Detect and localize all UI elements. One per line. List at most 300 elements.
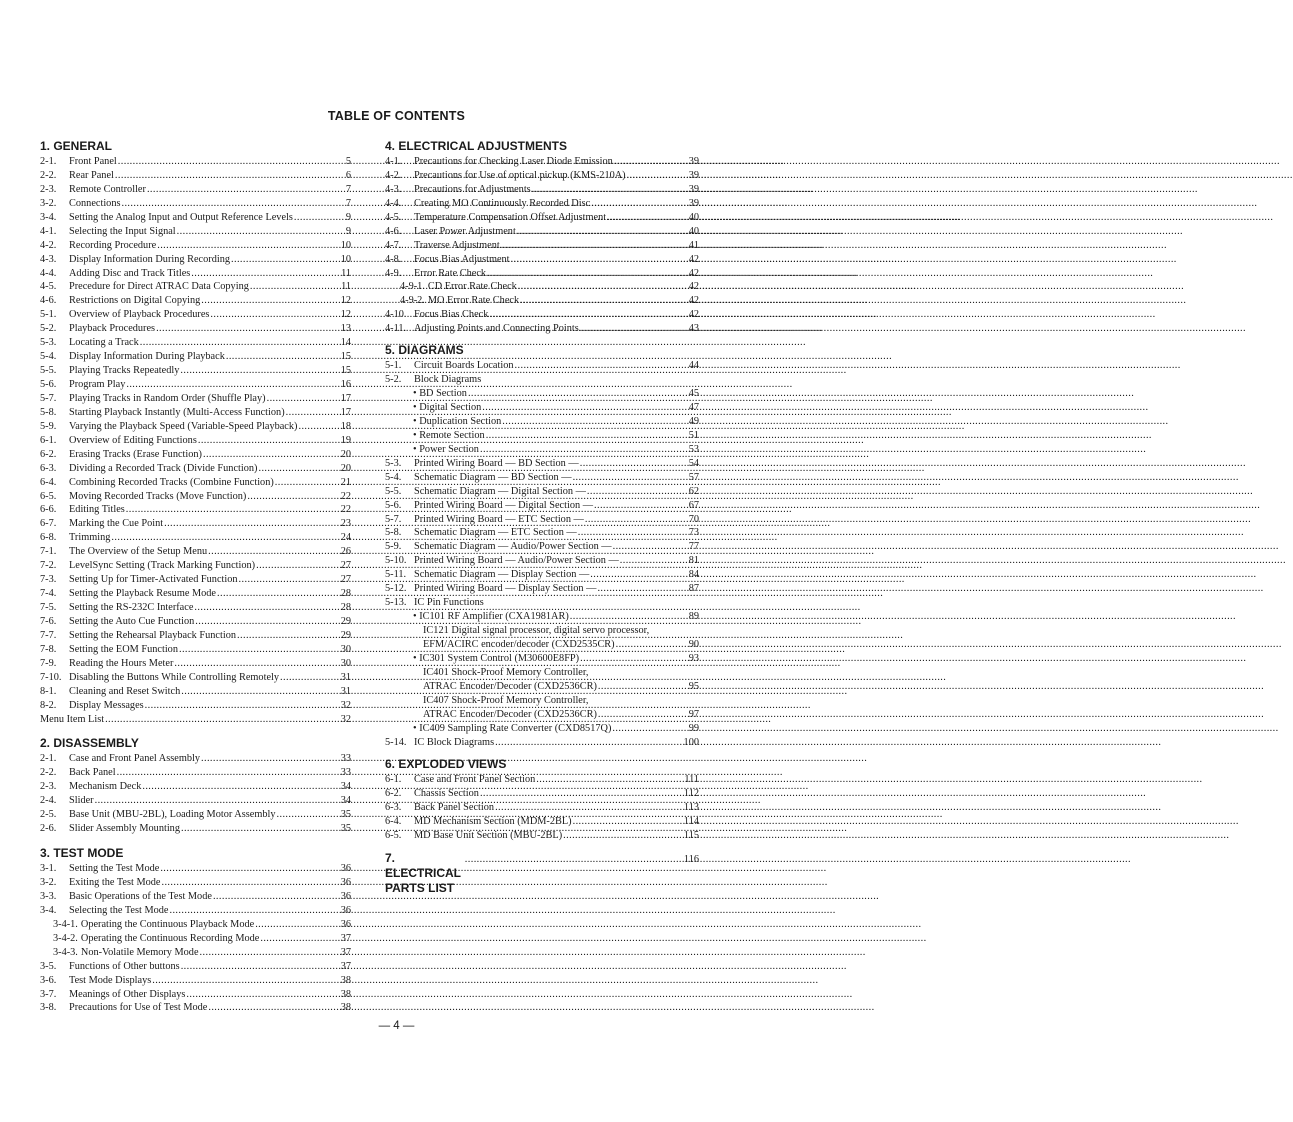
toc-entry[interactable] bbox=[40, 169, 351, 183]
toc-entry[interactable] bbox=[40, 225, 351, 239]
leader-dots bbox=[627, 169, 687, 183]
entry-number: 6-1. bbox=[40, 434, 57, 446]
toc-entry[interactable] bbox=[385, 680, 699, 694]
toc-entry[interactable] bbox=[40, 946, 351, 960]
toc-entry[interactable] bbox=[385, 526, 699, 540]
toc-entry[interactable] bbox=[385, 169, 699, 183]
toc-entry[interactable] bbox=[40, 862, 351, 876]
entry-number: 3-2. bbox=[40, 877, 57, 888]
entry-title: Back Panel Section bbox=[414, 802, 495, 814]
entry-number: 2-1. bbox=[40, 753, 57, 765]
entry-title: Erasing Tracks (Erase Function) bbox=[69, 448, 202, 460]
entry-number: 7-9. bbox=[40, 657, 57, 669]
entry-title: • Remote Section bbox=[413, 429, 485, 443]
toc-entry[interactable] bbox=[385, 582, 699, 596]
entry-title: Selecting the Test Mode bbox=[69, 904, 169, 916]
entry-page: 7 bbox=[345, 183, 351, 195]
toc-section bbox=[40, 846, 351, 1015]
toc-entry[interactable] bbox=[385, 540, 699, 554]
entry-title: Operating the Continuous Recording Mode bbox=[80, 932, 260, 944]
toc-entry[interactable] bbox=[40, 183, 351, 197]
entry-title: Printed Wiring Board — ETC Section — bbox=[414, 513, 584, 525]
section-heading-page: 116 bbox=[683, 854, 699, 866]
entry-page: 14 bbox=[340, 337, 351, 349]
entry-page: 42 bbox=[688, 309, 699, 321]
toc-entry[interactable] bbox=[40, 876, 351, 890]
entry-title: Precautions for Adjustments bbox=[414, 183, 531, 195]
entry-title: Display Information During Recording bbox=[69, 253, 230, 265]
leader-dots bbox=[164, 517, 339, 531]
toc-entry[interactable] bbox=[40, 378, 351, 392]
leader-dots bbox=[203, 448, 339, 462]
leader-dots bbox=[585, 513, 687, 527]
entry-title: Circuit Boards Location bbox=[414, 360, 514, 372]
entry-page: 62 bbox=[688, 485, 699, 497]
leader-dots bbox=[186, 988, 338, 1002]
toc-entry[interactable] bbox=[385, 568, 699, 582]
entry-page: 26 bbox=[340, 546, 351, 558]
section-heading[interactable]: 2. DISASSEMBLY bbox=[40, 736, 139, 751]
entry-number: 6-3. bbox=[385, 802, 402, 814]
leader-dots bbox=[607, 211, 687, 225]
entry-page: 16 bbox=[340, 379, 351, 390]
entry-number: 4-2. bbox=[385, 169, 402, 181]
entry-number: 5-1. bbox=[385, 360, 402, 372]
toc-entry[interactable] bbox=[40, 629, 351, 643]
leader-dots bbox=[260, 932, 338, 946]
entry-number: 6-4. bbox=[385, 816, 402, 828]
leader-dots bbox=[590, 568, 686, 582]
leader-dots bbox=[480, 443, 687, 457]
entry-page: 42 bbox=[688, 267, 699, 279]
leader-dots bbox=[208, 545, 339, 559]
entry-number: 5-2. bbox=[40, 323, 57, 335]
entry-page: 77 bbox=[688, 541, 699, 553]
section-heading[interactable]: 5. DIAGRAMS bbox=[385, 343, 464, 358]
toc-entry[interactable] bbox=[385, 211, 699, 225]
toc-entry[interactable] bbox=[40, 780, 351, 794]
entry-number: 5-13. bbox=[385, 597, 407, 609]
section-heading[interactable]: 4. ELECTRICAL ADJUSTMENTS bbox=[385, 139, 568, 153]
toc-entry[interactable] bbox=[40, 988, 351, 1002]
toc-entry[interactable] bbox=[40, 350, 351, 364]
entry-number: 2-5. bbox=[40, 809, 57, 821]
toc-entry[interactable] bbox=[385, 322, 699, 336]
toc-entry[interactable] bbox=[40, 904, 351, 918]
entry-number: 5-3. bbox=[40, 337, 57, 349]
entry-title: • Digital Section bbox=[413, 401, 481, 415]
leader-dots bbox=[226, 350, 339, 364]
toc-entry[interactable] bbox=[40, 531, 351, 545]
toc-entry[interactable] bbox=[40, 559, 351, 573]
entry-title: Error Rate Check bbox=[414, 267, 487, 279]
entry-number: 2-2. bbox=[40, 169, 57, 181]
toc-entry[interactable] bbox=[385, 387, 699, 401]
entry-number: 3-4-2. bbox=[53, 932, 78, 944]
toc-entry[interactable] bbox=[385, 280, 699, 294]
toc-section bbox=[385, 343, 699, 749]
leader-dots bbox=[482, 401, 686, 415]
toc-entry[interactable] bbox=[385, 736, 699, 750]
toc-entry[interactable] bbox=[385, 415, 699, 429]
toc-entry[interactable] bbox=[40, 434, 351, 448]
entry-number: 3-5. bbox=[40, 960, 57, 972]
leader-dots bbox=[580, 457, 687, 471]
toc-entry[interactable] bbox=[40, 699, 351, 713]
toc-entry[interactable] bbox=[40, 657, 351, 671]
toc-entry[interactable] bbox=[40, 643, 351, 657]
toc-entry[interactable] bbox=[40, 155, 351, 169]
toc-entry[interactable] bbox=[40, 545, 351, 559]
entry-page: 36 bbox=[340, 918, 351, 930]
leader-dots bbox=[142, 780, 338, 794]
entry-page: 34 bbox=[340, 781, 351, 793]
toc-entry[interactable] bbox=[385, 652, 699, 666]
toc-entry[interactable] bbox=[40, 671, 351, 685]
entry-title: Connections bbox=[69, 197, 121, 209]
leader-dots bbox=[217, 587, 339, 601]
toc-entry[interactable] bbox=[40, 267, 351, 281]
toc-entry[interactable] bbox=[385, 443, 699, 457]
toc-entry[interactable] bbox=[40, 794, 351, 808]
toc-entry[interactable] bbox=[385, 183, 699, 197]
entry-title: Dividing a Recorded Track (Divide Function) bbox=[69, 462, 258, 474]
toc-entry[interactable] bbox=[385, 239, 699, 253]
leader-dots bbox=[147, 183, 344, 197]
entry-number: 4-6. bbox=[40, 295, 57, 307]
toc-entry[interactable] bbox=[40, 490, 351, 504]
toc-right-column bbox=[385, 139, 699, 896]
entry-title: • IC409 Sampling Rate Converter (CXD8517Q) bbox=[413, 722, 611, 736]
leader-dots bbox=[298, 420, 338, 434]
entry-page: 36 bbox=[340, 863, 351, 875]
toc-entry[interactable] bbox=[385, 513, 699, 527]
entry-page: 20 bbox=[340, 448, 351, 460]
toc-entry[interactable] bbox=[40, 308, 351, 322]
toc-entry[interactable] bbox=[385, 267, 699, 281]
toc-section bbox=[385, 757, 699, 843]
leader-dots bbox=[501, 239, 687, 253]
section-heading[interactable]: 3. TEST MODE bbox=[40, 846, 124, 861]
entry-title: MD Mechanism Section (MDM-2BL) bbox=[414, 816, 572, 828]
entry-number: 4-5. bbox=[40, 281, 57, 293]
entry-page: 89 bbox=[688, 611, 699, 623]
toc-entry[interactable] bbox=[385, 429, 699, 443]
leader-dots bbox=[511, 253, 687, 267]
entry-page: 11 bbox=[341, 281, 351, 293]
leader-dots bbox=[495, 801, 682, 815]
entry-page: 42 bbox=[688, 295, 699, 307]
entry-title: Functions of Other buttons bbox=[69, 960, 180, 972]
entry-title: Remote Controller bbox=[69, 183, 146, 195]
entry-title: Setting the Rehearsal Playback Function bbox=[69, 629, 237, 641]
entry-page: 67 bbox=[688, 499, 699, 511]
section-heading[interactable]: 6. EXPLODED VIEWS bbox=[385, 757, 507, 772]
toc-entry[interactable] bbox=[40, 974, 351, 988]
entry-number: 5-12. bbox=[385, 583, 407, 595]
leader-dots bbox=[580, 652, 687, 666]
entry-title: Overview of Playback Procedures bbox=[69, 309, 210, 321]
leader-dots bbox=[518, 280, 687, 294]
leader-dots bbox=[563, 829, 682, 843]
toc-entry[interactable] bbox=[40, 197, 351, 211]
entry-page: 5 bbox=[345, 156, 351, 167]
entry-title: IC401 Shock-Proof Memory Controller, bbox=[423, 666, 589, 678]
toc-entry[interactable] bbox=[40, 294, 351, 308]
toc-entry[interactable] bbox=[385, 708, 699, 722]
entry-page: 90 bbox=[688, 638, 699, 650]
toc-entry[interactable] bbox=[385, 253, 699, 267]
toc-section bbox=[40, 736, 351, 836]
entry-title: Focus Bias Check bbox=[414, 309, 489, 321]
entry-page: 84 bbox=[688, 569, 699, 581]
toc-entry[interactable] bbox=[385, 499, 699, 513]
entry-title: Schematic Diagram — ETC Section — bbox=[414, 527, 577, 539]
toc-entry[interactable] bbox=[385, 471, 699, 485]
toc-entry[interactable] bbox=[40, 713, 351, 727]
toc-entry[interactable] bbox=[40, 476, 351, 490]
entry-title: Playing Tracks Repeatedly bbox=[69, 365, 180, 377]
section-heading[interactable] bbox=[385, 851, 699, 896]
entry-page: 22 bbox=[340, 490, 351, 502]
entry-title: LevelSync Setting (Track Marking Function) bbox=[69, 560, 256, 572]
toc-entry[interactable] bbox=[40, 280, 351, 294]
entry-title: EFM/ACIRC encoder/decoder (CXD2535CR) bbox=[423, 638, 615, 650]
entry-page: 35 bbox=[340, 809, 351, 821]
leader-dots bbox=[570, 610, 687, 624]
entry-page: 97 bbox=[688, 708, 699, 720]
entry-title: Adding Disc and Track Titles bbox=[69, 267, 191, 279]
toc-entry[interactable] bbox=[40, 503, 351, 517]
entry-title: Trimming bbox=[69, 532, 111, 544]
entry-number: 5-9. bbox=[385, 541, 402, 553]
entry-title: Cleaning and Reset Switch bbox=[69, 685, 181, 697]
toc-entry[interactable] bbox=[385, 638, 699, 652]
toc-entry[interactable] bbox=[385, 596, 699, 610]
toc-entry[interactable] bbox=[385, 722, 699, 736]
toc-entry[interactable] bbox=[40, 420, 351, 434]
toc-entry[interactable] bbox=[40, 336, 351, 350]
entry-number: 7-3. bbox=[40, 574, 57, 586]
toc-entry[interactable] bbox=[385, 610, 699, 624]
toc-section bbox=[385, 851, 699, 896]
entry-title: Focus Bias Adjustment bbox=[414, 253, 510, 265]
entry-number: 5-7. bbox=[385, 513, 402, 525]
toc-entry[interactable] bbox=[40, 1001, 351, 1015]
leader-dots bbox=[194, 601, 338, 615]
entry-number: 4-9-1. bbox=[400, 281, 425, 293]
entry-number: 5-2. bbox=[385, 374, 402, 386]
entry-number: 5-8. bbox=[385, 527, 402, 539]
leader-dots bbox=[95, 794, 339, 808]
leader-dots bbox=[208, 1001, 338, 1015]
entry-title: Non-Volatile Memory Mode bbox=[80, 946, 199, 958]
leader-dots bbox=[237, 629, 339, 643]
entry-page: 37 bbox=[340, 960, 351, 972]
toc-entry[interactable] bbox=[40, 462, 351, 476]
toc-entry[interactable] bbox=[40, 448, 351, 462]
entry-title: Meanings of Other Displays bbox=[69, 988, 186, 1000]
entry-title: • Power Section bbox=[413, 443, 479, 457]
entry-page: 115 bbox=[683, 830, 699, 842]
entry-title: Slider bbox=[69, 795, 94, 807]
entry-page: 27 bbox=[340, 574, 351, 586]
entry-title: Display Messages bbox=[69, 699, 144, 711]
leader-dots bbox=[597, 582, 686, 596]
leader-dots bbox=[532, 183, 687, 197]
entry-title: Restrictions on Digital Copying bbox=[69, 295, 201, 307]
toc-entry[interactable] bbox=[385, 308, 699, 322]
entry-title: Basic Operations of the Test Mode bbox=[69, 890, 212, 902]
leader-dots bbox=[580, 322, 687, 336]
entry-page: 111 bbox=[684, 774, 699, 786]
section-heading[interactable]: 1. GENERAL bbox=[40, 139, 113, 153]
toc-entry[interactable] bbox=[40, 239, 351, 253]
entry-number: 6-6. bbox=[40, 504, 57, 516]
entry-title: • IC101 RF Amplifier (CXA1981AR) bbox=[413, 610, 569, 624]
entry-title: Printed Wiring Board — Digital Section — bbox=[414, 499, 593, 511]
entry-page: 18 bbox=[340, 420, 351, 432]
entry-page: 9 bbox=[345, 225, 351, 237]
entry-number: 7-5. bbox=[40, 602, 57, 613]
toc-entry[interactable] bbox=[40, 601, 351, 615]
entry-title: CD Error Rate Check bbox=[427, 281, 517, 293]
entry-number: 5-5. bbox=[40, 365, 57, 377]
entry-page: 100 bbox=[683, 736, 699, 748]
toc-entry[interactable] bbox=[40, 253, 351, 267]
entry-title: Marking the Cue Point bbox=[69, 518, 164, 530]
toc-entry[interactable] bbox=[40, 392, 351, 406]
leader-dots bbox=[536, 773, 682, 787]
toc-entry[interactable] bbox=[40, 322, 351, 336]
toc-entry[interactable] bbox=[40, 364, 351, 378]
entry-page: 21 bbox=[340, 476, 351, 488]
entry-number: 6-2. bbox=[385, 788, 402, 800]
leader-dots bbox=[231, 253, 339, 267]
leader-dots bbox=[250, 280, 339, 294]
entry-title: Editing Titles bbox=[69, 504, 125, 516]
leader-dots bbox=[174, 657, 338, 671]
leader-dots bbox=[294, 211, 344, 225]
page-title: TABLE OF CONTENTS bbox=[327, 109, 466, 123]
leader-dots bbox=[177, 225, 344, 239]
entry-number: 4-9-2. bbox=[400, 295, 425, 307]
leader-dots bbox=[111, 531, 338, 545]
toc-entry[interactable] bbox=[385, 624, 699, 638]
entry-page: 12 bbox=[340, 309, 351, 321]
toc-entry[interactable] bbox=[385, 787, 699, 801]
toc-entry[interactable] bbox=[385, 457, 699, 471]
leader-dots bbox=[495, 736, 681, 750]
leader-dots bbox=[195, 615, 338, 629]
toc-entry[interactable] bbox=[40, 615, 351, 629]
toc-entry[interactable] bbox=[40, 766, 351, 780]
entry-page: 29 bbox=[340, 629, 351, 641]
entry-title: Starting Playback Instantly (Multi-Access Function) bbox=[69, 406, 285, 418]
entry-page: 70 bbox=[688, 513, 699, 525]
toc-entry[interactable] bbox=[40, 960, 351, 974]
toc-entry[interactable] bbox=[385, 401, 699, 415]
entry-number: 5-4. bbox=[40, 351, 57, 363]
toc-entry[interactable] bbox=[385, 155, 699, 169]
leader-dots bbox=[152, 974, 338, 988]
entry-page: 42 bbox=[688, 253, 699, 265]
toc-entry[interactable] bbox=[385, 359, 699, 373]
toc-entry[interactable] bbox=[40, 808, 351, 822]
entry-number: 5-8. bbox=[40, 406, 57, 418]
entry-title: Setting the Auto Cue Function bbox=[69, 615, 195, 627]
leader-dots bbox=[465, 852, 682, 867]
entry-number: 2-6. bbox=[40, 823, 57, 835]
entry-number: 3-4. bbox=[40, 904, 57, 916]
toc-entry[interactable] bbox=[40, 918, 351, 932]
leader-dots bbox=[594, 499, 687, 513]
entry-title: Recording Procedure bbox=[69, 239, 157, 251]
toc-entry[interactable] bbox=[385, 694, 699, 708]
toc-entry[interactable] bbox=[40, 752, 351, 766]
toc-entry[interactable] bbox=[385, 773, 699, 787]
toc-entry[interactable] bbox=[385, 225, 699, 239]
entry-title: Setting Up for Timer-Activated Function bbox=[69, 574, 238, 586]
leader-dots bbox=[179, 643, 339, 657]
entry-title: Selecting the Input Signal bbox=[69, 225, 176, 237]
leader-dots bbox=[181, 960, 339, 974]
toc-entry[interactable] bbox=[40, 685, 351, 699]
leader-dots bbox=[517, 225, 687, 239]
entry-page: 54 bbox=[688, 457, 699, 469]
entry-page: 37 bbox=[340, 946, 351, 958]
toc-entry[interactable] bbox=[40, 822, 351, 836]
entry-number: 3-6. bbox=[40, 974, 57, 986]
entry-title: • BD Section bbox=[413, 387, 467, 401]
toc-entry[interactable] bbox=[40, 573, 351, 587]
toc-entry[interactable] bbox=[385, 373, 699, 387]
entry-page: 30 bbox=[340, 657, 351, 669]
leader-dots bbox=[487, 267, 687, 281]
toc-entry[interactable] bbox=[385, 197, 699, 211]
entry-page: 30 bbox=[340, 643, 351, 655]
toc-entry[interactable] bbox=[385, 294, 699, 308]
toc-entry[interactable] bbox=[40, 587, 351, 601]
toc-entry[interactable] bbox=[385, 829, 699, 843]
toc-entry[interactable] bbox=[385, 554, 699, 568]
entry-number: 3-7. bbox=[40, 988, 57, 1000]
entry-page: 57 bbox=[688, 471, 699, 483]
entry-number: 4-3. bbox=[385, 183, 402, 195]
entry-number: 4-3. bbox=[40, 253, 57, 265]
entry-page: 38 bbox=[340, 1002, 351, 1014]
entry-page: 12 bbox=[340, 295, 351, 307]
leader-dots bbox=[156, 322, 339, 336]
entry-number: 2-3. bbox=[40, 781, 57, 793]
toc-entry[interactable] bbox=[385, 666, 699, 680]
entry-page: 10 bbox=[340, 239, 351, 251]
entry-title: Precautions for Checking Laser Diode Emission bbox=[414, 156, 613, 167]
toc-entry[interactable] bbox=[385, 815, 699, 829]
toc-entry[interactable] bbox=[385, 485, 699, 499]
toc-entry[interactable] bbox=[40, 211, 351, 225]
entry-number: 2-4. bbox=[40, 795, 57, 807]
entry-title: Setting the Analog Input and Output Reference Levels bbox=[69, 211, 293, 223]
entry-title: Printed Wiring Board — Display Section — bbox=[414, 583, 597, 595]
toc-entry[interactable] bbox=[385, 801, 699, 815]
toc-entry[interactable] bbox=[40, 932, 351, 946]
toc-entry[interactable] bbox=[40, 890, 351, 904]
toc-entry[interactable] bbox=[40, 517, 351, 531]
leader-dots bbox=[573, 815, 682, 829]
entry-number: 3-3. bbox=[40, 890, 57, 902]
toc-entry[interactable] bbox=[40, 406, 351, 420]
